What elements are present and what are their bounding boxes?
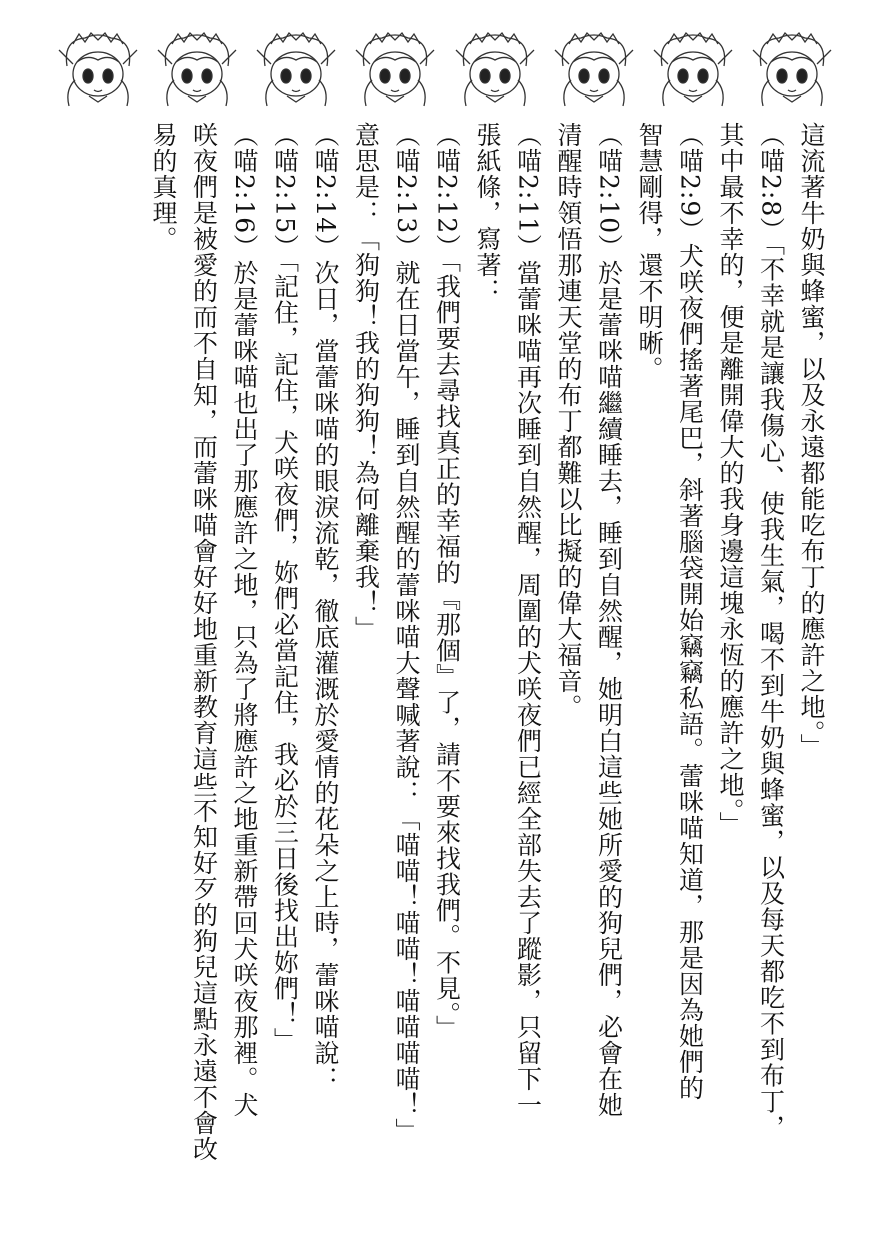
chibi-maid-head-icon <box>749 30 835 112</box>
chibi-maid-head-icon <box>551 30 637 112</box>
text-line: （喵2:15）「記住，記住，犬咲夜們，妳們必當記住，我必於三日後找出妳們！」 <box>270 122 300 1054</box>
text-line: （喵2:8）「不幸就是讓我傷心、使我生氣，喝不到牛奶與蜂蜜，以及每天都吃不到布丁， <box>756 122 786 1141</box>
text-line: （喵2:10）於是蕾咪喵繼續睡去，睡到自然醒，她明白這些她所愛的狗兒們，必會在她 <box>594 122 624 1119</box>
vertical-text-body <box>121 122 831 1202</box>
text-line: （喵2:13）就在日當午，睡到自然醒的蕾咪喵大聲喊著說：「喵喵！喵喵！喵喵喵喵！」 <box>392 122 421 1145</box>
text-line: 咲夜們是被愛的而不自知，而蕾咪喵會好好地重新教育這些不知好歹的狗兒這點永遠不會改 <box>189 122 219 1162</box>
text-line: 易的真理。 <box>149 122 178 252</box>
text-line: （喵2:11）當蕾咪喵再次睡到自然醒，周圍的犬咲夜們已經全部失去了蹤影，只留下一 <box>513 122 543 1119</box>
text-line: 這流著牛奶與蜂蜜，以及永遠都能吃布丁的應許之地。」 <box>797 122 826 760</box>
text-line: （喵2:16）於是蕾咪喵也出了那應許之地，只為了將應許之地重新帶回犬咲夜那裡。犬 <box>230 122 259 1119</box>
text-line: （喵2:14）次日，當蕾咪喵的眼淚流乾，徹底灌溉於愛情的花朵之上時，蕾咪喵說： <box>311 122 340 1093</box>
chibi-maid-head-icon <box>452 30 538 112</box>
header-decoration <box>55 30 835 112</box>
text-line: 張紙條，寫著： <box>473 122 502 304</box>
text-line: （喵2:12）「我們要去尋找真正的幸福的『那個』了，請不要來找我們。不見。」 <box>432 122 462 1042</box>
text-line: （喵2:9）犬咲夜們搖著尾巴，斜著腦袋開始竊竊私語。蕾咪喵知道，那是因為她們的 <box>675 122 705 1102</box>
text-line: 清醒時領悟那連天堂的布丁都難以比擬的偉大福音。 <box>554 122 583 720</box>
text-line: 意思是：「狗狗！我的狗狗！為何離棄我！」 <box>351 122 381 642</box>
chibi-maid-head-icon <box>352 30 438 112</box>
chibi-maid-head-icon <box>55 30 141 112</box>
chibi-maid-head-icon <box>650 30 736 112</box>
text-line: 其中最不幸的，便是離開偉大的我身邊這塊永恆的應許之地。」 <box>716 122 745 838</box>
chibi-maid-head-icon <box>154 30 240 112</box>
text-line: 智慧剛得，還不明晰。 <box>635 122 664 382</box>
chibi-maid-head-icon <box>253 30 339 112</box>
